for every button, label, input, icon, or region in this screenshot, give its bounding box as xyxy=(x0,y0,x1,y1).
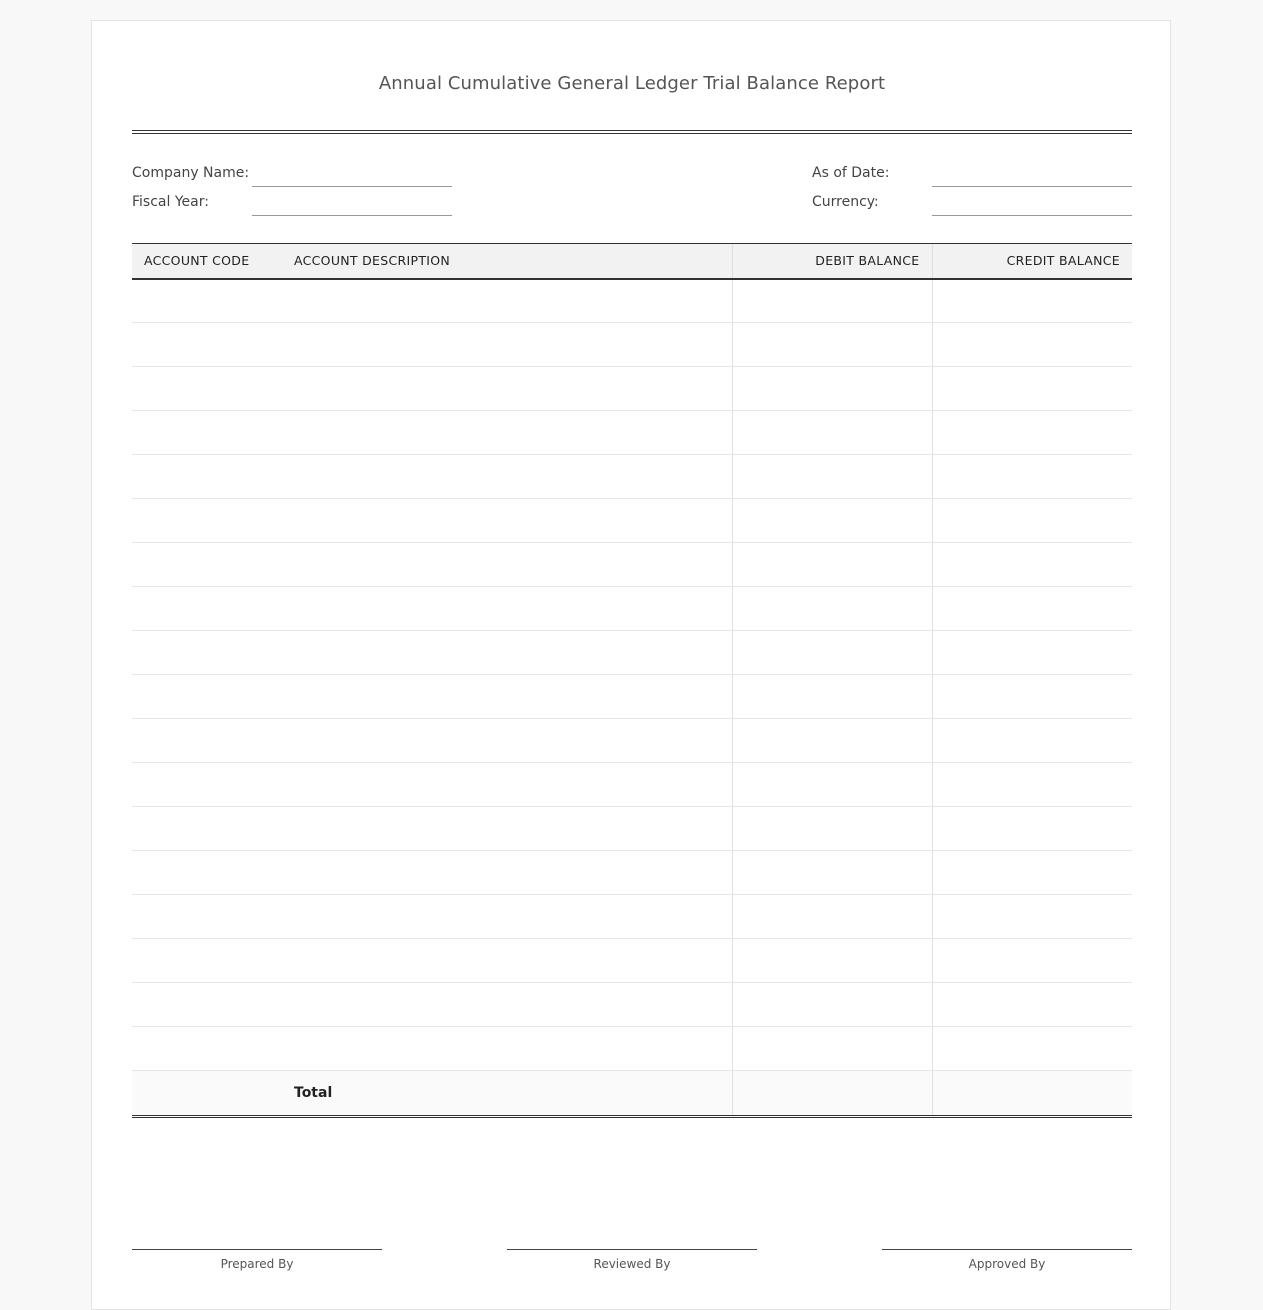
currency-label: Currency: xyxy=(812,194,879,210)
credit-balance-cell[interactable] xyxy=(932,675,1132,719)
account-code-cell[interactable] xyxy=(132,323,282,367)
credit-balance-cell[interactable] xyxy=(932,279,1132,323)
approved-by-line[interactable] xyxy=(882,1249,1132,1250)
prepared-by-line[interactable] xyxy=(132,1249,382,1250)
debit-balance-cell[interactable] xyxy=(732,411,932,455)
table-row xyxy=(132,499,1132,543)
company-name-label: Company Name: xyxy=(132,165,250,181)
title-divider xyxy=(132,130,1132,134)
credit-balance-cell[interactable] xyxy=(932,631,1132,675)
account-code-cell[interactable] xyxy=(132,807,282,851)
debit-balance-cell[interactable] xyxy=(732,763,932,807)
column-header-credit-balance: CREDIT BALANCE xyxy=(932,244,1132,279)
currency-field xyxy=(812,194,1132,218)
account-description-cell[interactable] xyxy=(282,543,732,587)
account-description-cell[interactable] xyxy=(282,411,732,455)
column-header-account-code: ACCOUNT CODE xyxy=(132,244,282,279)
debit-balance-cell[interactable] xyxy=(732,367,932,411)
credit-balance-cell[interactable] xyxy=(932,983,1132,1027)
credit-balance-cell[interactable] xyxy=(932,807,1132,851)
account-description-cell[interactable] xyxy=(282,807,732,851)
as-of-date-input-line[interactable] xyxy=(932,186,1132,187)
fiscal-year-input-line[interactable] xyxy=(252,215,452,216)
account-code-cell[interactable] xyxy=(132,543,282,587)
table-row xyxy=(132,411,1132,455)
table-row xyxy=(132,1027,1132,1071)
fiscal-year-field xyxy=(132,194,462,218)
debit-balance-cell[interactable] xyxy=(732,1027,932,1071)
account-code-cell[interactable] xyxy=(132,939,282,983)
account-description-cell[interactable] xyxy=(282,367,732,411)
credit-balance-cell[interactable] xyxy=(932,851,1132,895)
debit-balance-cell[interactable] xyxy=(732,631,932,675)
signature-reviewed-by xyxy=(507,1249,757,1271)
account-description-cell[interactable] xyxy=(282,763,732,807)
reviewed-by-label: Reviewed By xyxy=(593,1257,671,1271)
account-code-cell[interactable] xyxy=(132,983,282,1027)
account-description-cell[interactable] xyxy=(282,1027,732,1071)
debit-balance-cell[interactable] xyxy=(732,499,932,543)
account-description-cell[interactable] xyxy=(282,939,732,983)
credit-balance-cell[interactable] xyxy=(932,455,1132,499)
table-row xyxy=(132,719,1132,763)
account-code-cell[interactable] xyxy=(132,675,282,719)
trial-balance-table xyxy=(132,243,1132,1118)
total-credit-cell[interactable] xyxy=(932,1071,1132,1117)
debit-balance-cell[interactable] xyxy=(732,587,932,631)
credit-balance-cell[interactable] xyxy=(932,1027,1132,1071)
account-description-cell[interactable] xyxy=(282,983,732,1027)
account-description-cell[interactable] xyxy=(282,895,732,939)
credit-balance-cell[interactable] xyxy=(932,323,1132,367)
account-code-cell[interactable] xyxy=(132,499,282,543)
debit-balance-cell[interactable] xyxy=(732,807,932,851)
total-code-cell xyxy=(132,1071,282,1117)
account-code-cell[interactable] xyxy=(132,411,282,455)
table-row xyxy=(132,367,1132,411)
account-code-cell[interactable] xyxy=(132,631,282,675)
debit-balance-cell[interactable] xyxy=(732,455,932,499)
total-row xyxy=(132,1071,1132,1117)
company-name-input-line[interactable] xyxy=(252,186,452,187)
credit-balance-cell[interactable] xyxy=(932,411,1132,455)
total-label: Total xyxy=(294,1085,333,1101)
credit-balance-cell[interactable] xyxy=(932,367,1132,411)
account-code-cell[interactable] xyxy=(132,367,282,411)
account-description-cell[interactable] xyxy=(282,631,732,675)
debit-balance-cell[interactable] xyxy=(732,895,932,939)
account-description-cell[interactable] xyxy=(282,719,732,763)
table-row xyxy=(132,323,1132,367)
currency-input-line[interactable] xyxy=(932,215,1132,216)
table-row xyxy=(132,763,1132,807)
prepared-by-label: Prepared By xyxy=(220,1257,294,1271)
approved-by-label: Approved By xyxy=(968,1257,1046,1271)
table-body xyxy=(132,279,1132,1117)
table-row xyxy=(132,455,1132,499)
account-code-cell[interactable] xyxy=(132,587,282,631)
account-description-cell[interactable] xyxy=(282,587,732,631)
debit-balance-cell[interactable] xyxy=(732,851,932,895)
account-code-cell[interactable] xyxy=(132,1027,282,1071)
account-code-cell[interactable] xyxy=(132,455,282,499)
table-row xyxy=(132,675,1132,719)
credit-balance-cell[interactable] xyxy=(932,587,1132,631)
total-label-cell xyxy=(282,1071,732,1117)
reviewed-by-line[interactable] xyxy=(507,1249,757,1250)
as-of-date-field xyxy=(812,165,1132,189)
debit-balance-cell[interactable] xyxy=(732,719,932,763)
account-code-cell[interactable] xyxy=(132,719,282,763)
table-row xyxy=(132,631,1132,675)
credit-balance-cell[interactable] xyxy=(932,719,1132,763)
debit-balance-cell[interactable] xyxy=(732,939,932,983)
debit-balance-cell[interactable] xyxy=(732,983,932,1027)
account-code-cell[interactable] xyxy=(132,279,282,323)
credit-balance-cell[interactable] xyxy=(932,499,1132,543)
table-row xyxy=(132,895,1132,939)
credit-balance-cell[interactable] xyxy=(932,763,1132,807)
debit-balance-cell[interactable] xyxy=(732,279,932,323)
as-of-date-label: As of Date: xyxy=(812,165,890,181)
table-header-row xyxy=(132,244,1132,279)
credit-balance-cell[interactable] xyxy=(932,543,1132,587)
account-code-cell[interactable] xyxy=(132,763,282,807)
credit-balance-cell[interactable] xyxy=(932,939,1132,983)
account-description-cell[interactable] xyxy=(282,499,732,543)
report-page xyxy=(91,20,1171,1310)
report-title: Annual Cumulative General Ledger Trial Balance Report xyxy=(378,73,886,94)
table-row xyxy=(132,983,1132,1027)
column-header-account-description: ACCOUNT DESCRIPTION xyxy=(282,244,732,279)
company-name-field xyxy=(132,165,462,189)
debit-balance-cell[interactable] xyxy=(732,543,932,587)
account-description-cell[interactable] xyxy=(282,675,732,719)
table-row xyxy=(132,587,1132,631)
account-code-cell[interactable] xyxy=(132,895,282,939)
total-debit-cell[interactable] xyxy=(732,1071,932,1117)
account-code-cell[interactable] xyxy=(132,851,282,895)
column-header-debit-balance: DEBIT BALANCE xyxy=(732,244,932,279)
table-row xyxy=(132,279,1132,323)
account-description-cell[interactable] xyxy=(282,851,732,895)
signature-prepared-by xyxy=(132,1249,382,1271)
account-description-cell[interactable] xyxy=(282,323,732,367)
fiscal-year-label: Fiscal Year: xyxy=(132,194,209,210)
table-row xyxy=(132,807,1132,851)
debit-balance-cell[interactable] xyxy=(732,675,932,719)
table-row xyxy=(132,851,1132,895)
account-description-cell[interactable] xyxy=(282,279,732,323)
table-row xyxy=(132,543,1132,587)
account-description-cell[interactable] xyxy=(282,455,732,499)
credit-balance-cell[interactable] xyxy=(932,895,1132,939)
table-row xyxy=(132,939,1132,983)
signature-approved-by xyxy=(882,1249,1132,1271)
debit-balance-cell[interactable] xyxy=(732,323,932,367)
